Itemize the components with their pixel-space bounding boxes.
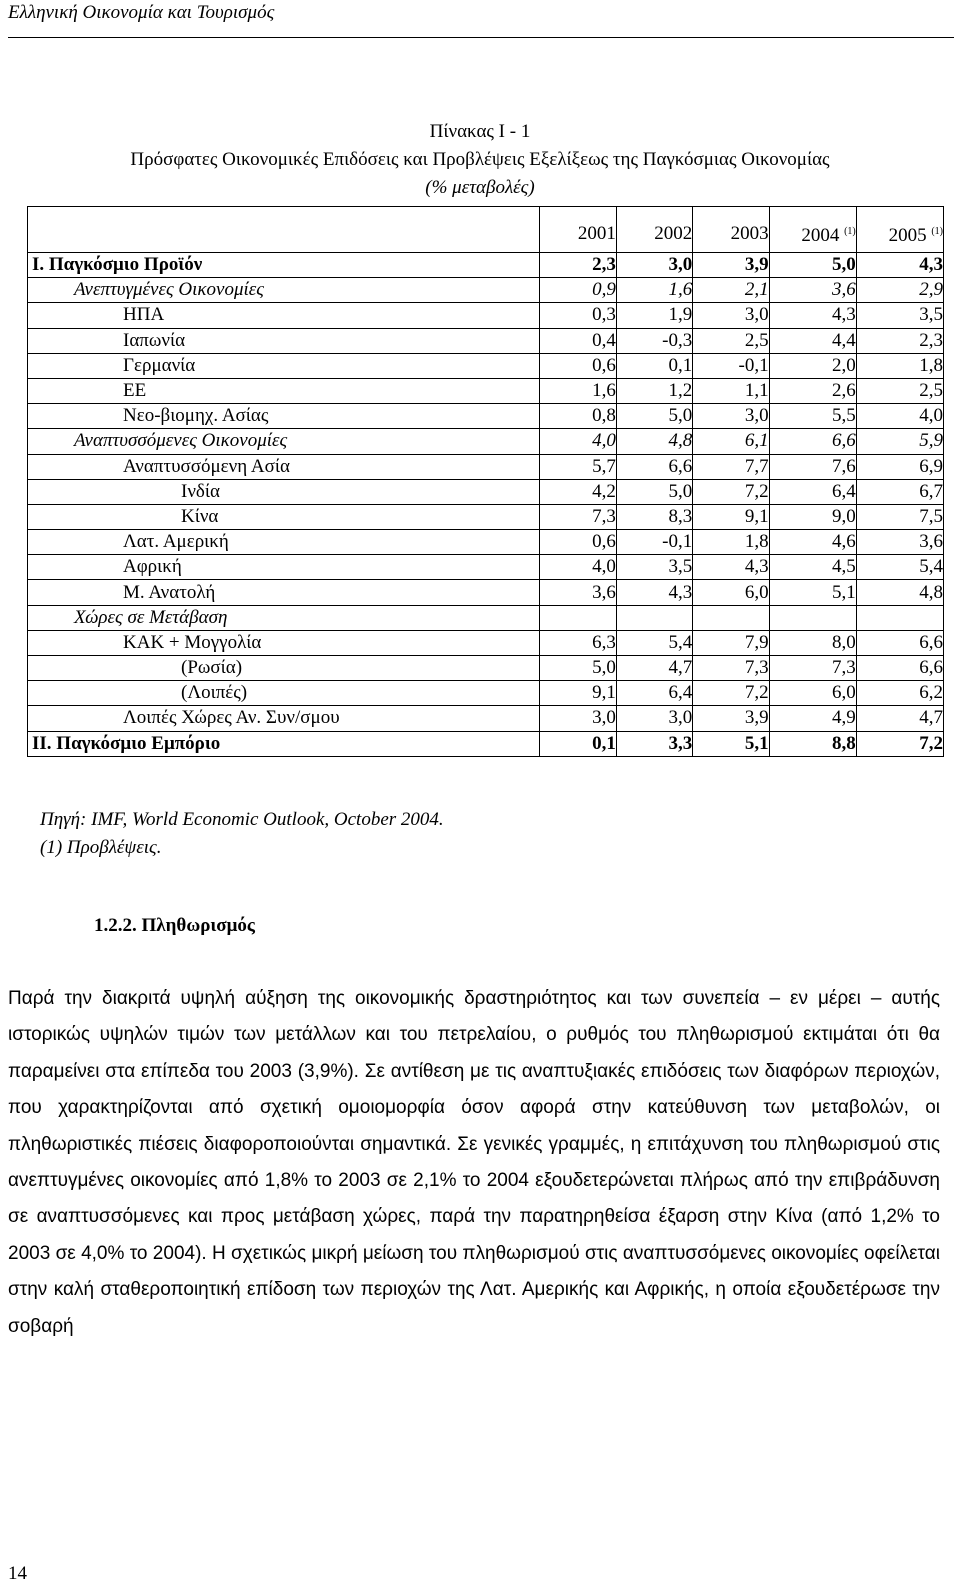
table-row <box>28 303 944 328</box>
row-value: 2,9 <box>856 278 943 303</box>
row-value: 7,7 <box>693 454 769 479</box>
row-value: 7,3 <box>769 656 856 681</box>
row-value: 4,8 <box>856 580 943 605</box>
year-header <box>856 207 943 253</box>
row-value: 6,7 <box>856 479 943 504</box>
row-value: 6,9 <box>856 454 943 479</box>
row-value: 5,0 <box>769 253 856 278</box>
row-value: 6,3 <box>540 630 616 655</box>
table-row <box>28 706 944 731</box>
row-value: 1,9 <box>616 303 692 328</box>
row-label: Κίνα <box>28 504 540 529</box>
row-value: 5,5 <box>769 404 856 429</box>
row-value: 6,0 <box>693 580 769 605</box>
row-value <box>769 605 856 630</box>
row-value: 2,0 <box>769 353 856 378</box>
table-row <box>28 731 944 756</box>
row-value <box>693 605 769 630</box>
running-header: Ελληνική Οικονομία και Τουρισμός <box>8 2 275 23</box>
row-value: 2,3 <box>540 253 616 278</box>
row-value: 4,3 <box>769 303 856 328</box>
row-value: 4,8 <box>616 429 692 454</box>
row-label: ΚΑΚ + Μογγολία <box>28 630 540 655</box>
header-rule <box>8 37 954 38</box>
table-unit: (% μεταβολές) <box>425 177 535 198</box>
body-text <box>8 981 940 1345</box>
row-value: 3,0 <box>616 706 692 731</box>
table-title: Πρόσφατες Οικονομικές Επιδόσεις και Προβλέψεις Εξελίξεως της Παγκόσμιας Οικονομίας <box>130 149 830 170</box>
row-value: 3,3 <box>616 731 692 756</box>
row-label: Ανεπτυγμένες Οικονομίες <box>28 278 540 303</box>
row-label: Λατ. Αμερική <box>28 530 540 555</box>
page-number: 14 <box>8 1563 27 1584</box>
row-value: 7,9 <box>693 630 769 655</box>
row-value: 0,1 <box>616 353 692 378</box>
row-value: 4,3 <box>856 253 943 278</box>
row-label: Ιαπωνία <box>28 328 540 353</box>
table-number: Πίνακας Ι - 1 <box>429 121 531 142</box>
row-label: ΙΙ. Παγκόσμιο Εμπόριο <box>28 731 540 756</box>
row-value: 0,4 <box>540 328 616 353</box>
row-value: 3,6 <box>540 580 616 605</box>
row-label: Μ. Ανατολή <box>28 580 540 605</box>
row-value: 0,6 <box>540 530 616 555</box>
row-value: 7,2 <box>856 731 943 756</box>
table-row <box>28 479 944 504</box>
row-value: 7,3 <box>540 504 616 529</box>
row-value: 4,7 <box>616 656 692 681</box>
table-row <box>28 454 944 479</box>
row-value: 0,3 <box>540 303 616 328</box>
row-value: 3,0 <box>616 253 692 278</box>
year-header <box>616 207 692 253</box>
row-value: 4,2 <box>540 479 616 504</box>
year-header <box>769 207 856 253</box>
row-value: 6,4 <box>769 479 856 504</box>
table-row <box>28 378 944 403</box>
table-row <box>28 353 944 378</box>
table-row <box>28 504 944 529</box>
row-value: 6,6 <box>856 630 943 655</box>
row-value <box>540 605 616 630</box>
row-value: 4,3 <box>616 580 692 605</box>
row-value: 1,6 <box>616 278 692 303</box>
row-value: 7,2 <box>693 479 769 504</box>
table-row <box>28 429 944 454</box>
forecast-note: (1) Προβλέψεις. <box>40 837 162 858</box>
row-value: 5,4 <box>616 630 692 655</box>
row-value: 9,1 <box>540 681 616 706</box>
row-value: 5,0 <box>540 656 616 681</box>
row-value: 2,6 <box>769 378 856 403</box>
row-value: 3,0 <box>693 303 769 328</box>
row-label: Νεο-βιομηχ. Ασίας <box>28 404 540 429</box>
table-row <box>28 555 944 580</box>
row-value: 4,4 <box>769 328 856 353</box>
row-value: 3,0 <box>540 706 616 731</box>
header-empty-cell <box>28 207 540 253</box>
row-value: 3,6 <box>856 530 943 555</box>
row-value: 9,0 <box>769 504 856 529</box>
table-header-row <box>28 207 944 253</box>
row-value: 5,4 <box>856 555 943 580</box>
row-value: 7,6 <box>769 454 856 479</box>
row-value: 0,9 <box>540 278 616 303</box>
row-label: Χώρες σε Μετάβαση <box>28 605 540 630</box>
row-value: 1,8 <box>693 530 769 555</box>
row-value: 3,5 <box>856 303 943 328</box>
row-value: 4,0 <box>856 404 943 429</box>
row-value: 6,0 <box>769 681 856 706</box>
row-value: 9,1 <box>693 504 769 529</box>
year-header <box>693 207 769 253</box>
row-value: 6,1 <box>693 429 769 454</box>
table-row <box>28 630 944 655</box>
row-value: 0,1 <box>540 731 616 756</box>
row-value: -0,1 <box>616 530 692 555</box>
row-value: -0,3 <box>616 328 692 353</box>
row-value: 5,1 <box>693 731 769 756</box>
table-row <box>28 278 944 303</box>
row-value: 1,1 <box>693 378 769 403</box>
table-row <box>28 605 944 630</box>
row-value: 6,6 <box>616 454 692 479</box>
row-label: Ινδία <box>28 479 540 504</box>
table-caption <box>0 118 960 202</box>
row-value: 6,6 <box>856 656 943 681</box>
year-label: 2001 <box>577 222 616 244</box>
row-value: 7,5 <box>856 504 943 529</box>
year-label: 2002 <box>654 222 693 244</box>
row-label: Αφρική <box>28 555 540 580</box>
row-value: 2,5 <box>856 378 943 403</box>
row-value: 5,0 <box>616 479 692 504</box>
row-value: 8,0 <box>769 630 856 655</box>
table-row <box>28 656 944 681</box>
row-value: 1,6 <box>540 378 616 403</box>
row-value: 4,9 <box>769 706 856 731</box>
table-row <box>28 681 944 706</box>
source-line: Πηγή: IMF, World Economic Outlook, October 2004. <box>40 809 444 830</box>
year-header <box>540 207 616 253</box>
row-label: ΗΠΑ <box>28 303 540 328</box>
row-label: (Λοιπές) <box>28 681 540 706</box>
row-label: Αναπτυσσόμενες Οικονομίες <box>28 429 540 454</box>
table-row <box>28 328 944 353</box>
row-value: 7,3 <box>693 656 769 681</box>
row-label: Αναπτυσσόμενη Ασία <box>28 454 540 479</box>
row-value: -0,1 <box>693 353 769 378</box>
row-value: 4,5 <box>769 555 856 580</box>
row-value: 4,6 <box>769 530 856 555</box>
row-value: 4,3 <box>693 555 769 580</box>
row-value: 0,6 <box>540 353 616 378</box>
table-row <box>28 580 944 605</box>
row-value <box>616 605 692 630</box>
economic-table <box>27 206 944 757</box>
table-row <box>28 404 944 429</box>
year-label: 2005 <box>888 224 927 246</box>
table-row <box>28 530 944 555</box>
table-body <box>28 253 944 757</box>
year-label: 2003 <box>730 222 769 244</box>
row-value <box>856 605 943 630</box>
row-label: ΕΕ <box>28 378 540 403</box>
row-value: 0,8 <box>540 404 616 429</box>
row-value: 1,2 <box>616 378 692 403</box>
table-source <box>40 806 444 862</box>
row-value: 3,9 <box>693 706 769 731</box>
row-value: 2,3 <box>856 328 943 353</box>
row-label: Ι. Παγκόσμιο Προϊόν <box>28 253 540 278</box>
year-label: 2004 <box>801 224 840 246</box>
paragraph: Παρά την διακριτά υψηλή αύξηση της οικονομικής δραστηριότητος και των συνεπεία – εν μέρει – αυτής ιστορικώς υψηλών τιμών των μετάλλων και του πετρελαίου, ο ρυθμός του πληθωρισμού εκτιμάται ότι θα παραμείνει στα επίπεδα του 2003 (3,9%). Σε αντίθεση με τις αναπτυξιακές επιδόσεις των διαφόρων περιοχών, που χαρακτηρίζονται από σχετική ομοιομορφία όσον αφορά στην κατεύθυνση των μεταβολών, οι πληθωριστικές πιέσεις διαφοροποιούνται σημαντικά. Σε γενικές γραμμές, η επιτάχυνση του πληθωρισμού στις ανεπτυγμένες οικονομίες από 1,8% το 2003 σε 2,1% το 2004 εξουδετερώνεται πλήρως από την επιβράδυνση σε αναπτυσσόμενες και προς μετάβαση χώρες, παρά την παρατηρηθείσα έξαρση στην Κίνα (από 1,2% το 2003 σε 4,0% το 2004). Η σχετικώς μικρή μείωση του πληθωρισμού στις αναπτυσσόμενες οικονομίες οφείλεται στην καλή σταθεροποιητική επίδοση των περιοχών της Λατ. Αμερικής και Αφρικής, η οποία εξουδετέρωσε την σοβαρή <box>8 988 940 1337</box>
row-value: 7,2 <box>693 681 769 706</box>
table-row <box>28 253 944 278</box>
row-label: Γερμανία <box>28 353 540 378</box>
row-value: 1,8 <box>856 353 943 378</box>
row-value: 5,1 <box>769 580 856 605</box>
row-value: 5,0 <box>616 404 692 429</box>
row-value: 3,0 <box>693 404 769 429</box>
row-value: 4,7 <box>856 706 943 731</box>
row-value: 6,4 <box>616 681 692 706</box>
row-value: 8,8 <box>769 731 856 756</box>
row-value: 3,5 <box>616 555 692 580</box>
row-value: 3,6 <box>769 278 856 303</box>
row-value: 5,7 <box>540 454 616 479</box>
row-value: 2,1 <box>693 278 769 303</box>
row-label: Λοιπές Χώρες Αν. Συν/σμου <box>28 706 540 731</box>
row-value: 3,9 <box>693 253 769 278</box>
row-value: 4,0 <box>540 555 616 580</box>
row-value: 5,9 <box>856 429 943 454</box>
row-value: 8,3 <box>616 504 692 529</box>
footnote-mark: (1) <box>844 225 856 237</box>
row-value: 6,2 <box>856 681 943 706</box>
footnote-mark: (1) <box>931 225 943 237</box>
row-label: (Ρωσία) <box>28 656 540 681</box>
section-title: 1.2.2. Πληθωρισμός <box>94 915 255 936</box>
row-value: 6,6 <box>769 429 856 454</box>
row-value: 2,5 <box>693 328 769 353</box>
row-value: 4,0 <box>540 429 616 454</box>
